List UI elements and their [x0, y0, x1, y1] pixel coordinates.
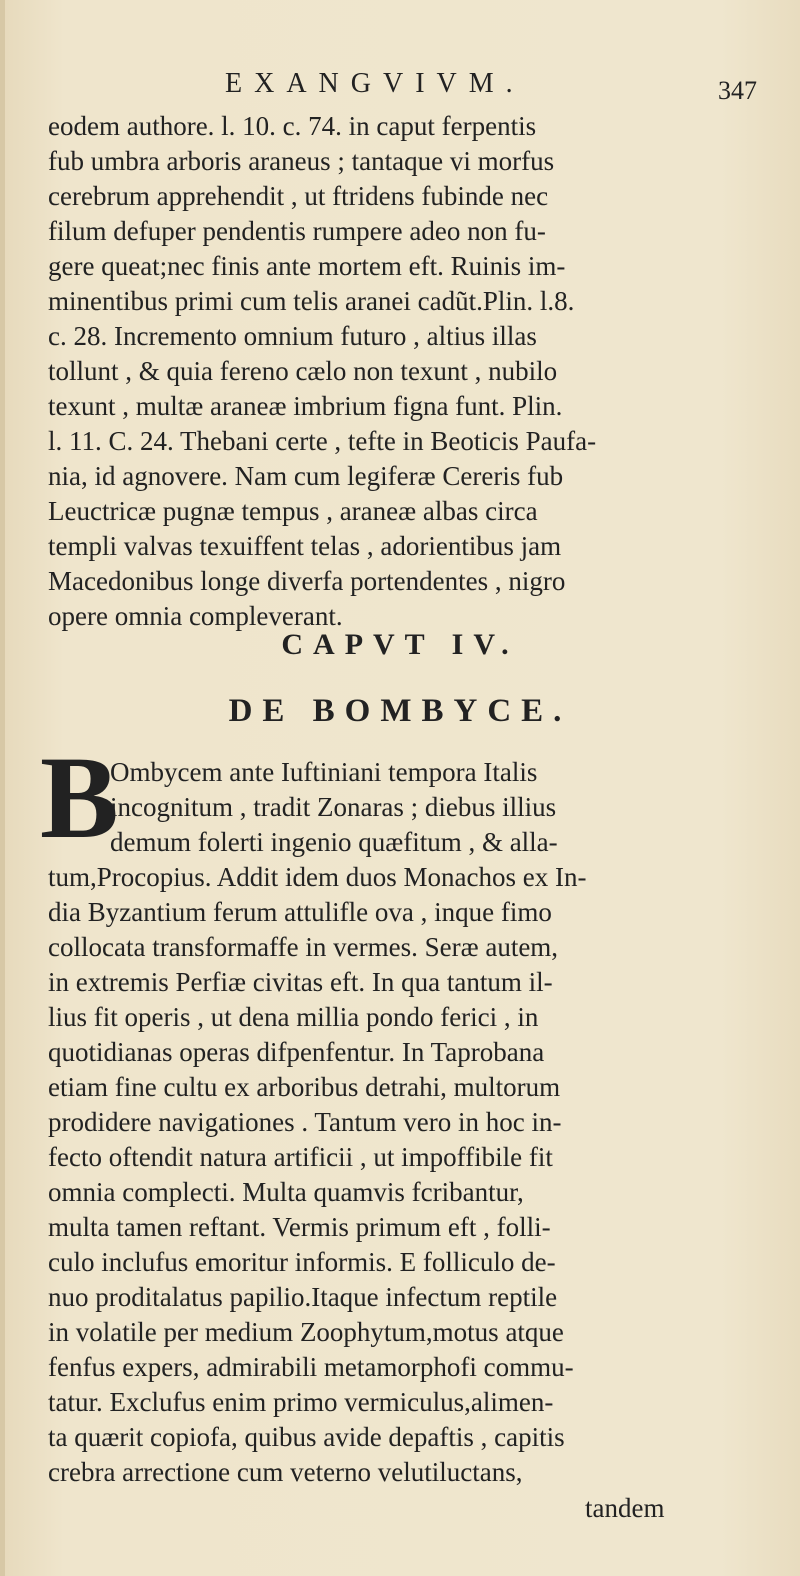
text-line: l. 11. C. 24. Thebani certe , tefte in Beoticis Paufa-	[48, 426, 597, 456]
text-line: nuo proditalatus papilio.Itaque infectum reptile	[48, 1282, 558, 1312]
text-line: Macedonibus longe diverfa portendentes , nigro	[48, 566, 566, 596]
catchword: tandem	[585, 1493, 665, 1523]
text-line: Leuctricæ pugnæ tempus , araneæ albas circa	[48, 496, 538, 526]
text-line: omnia complecti. Multa quamvis fcribantur,	[48, 1177, 524, 1207]
text-line: tum,Procopius. Addit idem duos Monachos ex In-	[48, 862, 587, 892]
text-line: fub umbra arboris araneus ; tantaque vi morfus	[48, 146, 555, 176]
text-line: Ombycem ante Iuftiniani tempora Italis	[110, 757, 538, 787]
text-line: c. 28. Incremento omnium futuro , altius illas	[48, 321, 537, 351]
text-line: collocata transformaffe in vermes. Seræ autem,	[48, 932, 559, 962]
chapter-heading: CAPVT IV.	[281, 628, 519, 661]
text-line: in volatile per medium Zoophytum,motus atque	[48, 1317, 564, 1347]
running-title: EXANGVIVM.	[225, 68, 525, 99]
text-line: crebra arrectione cum veterno velutiluctans,	[48, 1457, 523, 1487]
text-line: lius fit operis , ut dena millia pondo ferici , in	[48, 1002, 539, 1032]
text-line: incognitum , tradit Zonaras ; diebus illius	[110, 792, 557, 822]
text-line: multa tamen reftant. Vermis primum eft , folli-	[48, 1212, 551, 1242]
text-line: filum defuper pendentis rumpere adeo non fu-	[48, 216, 546, 246]
page-number: 347	[718, 76, 757, 105]
text-line: quotidianas operas difpenfentur. In Taprobana	[48, 1037, 545, 1067]
text-line: cerebrum apprehendit , ut ftridens fubinde nec	[48, 181, 549, 211]
text-line: fecto oftendit natura artificii , ut impoffibile fit	[48, 1142, 553, 1172]
text-line: etiam fine cultu ex arboribus detrahi, multorum	[48, 1072, 561, 1102]
drop-cap: B	[40, 732, 119, 863]
text-line: minentibus primi cum telis aranei cadũt.Plin. l.8.	[48, 286, 575, 316]
text-line: nia, id agnovere. Nam cum legiferæ Cereris fub	[48, 461, 564, 491]
text-line: gere queat;nec finis ante mortem eft. Ruinis im-	[48, 251, 566, 281]
text-line: eodem authore. l. 10. c. 74. in caput ferpentis	[48, 111, 537, 141]
text-line: fenfus expers, admirabili metamorphofi commu-	[48, 1352, 574, 1382]
page-header	[0, 68, 800, 108]
text-line: culo inclufus emoritur informis. E folliculo de-	[48, 1247, 556, 1277]
text-line: tatur. Exclufus enim primo vermiculus,alimen-	[48, 1387, 554, 1417]
text-line: opere omnia compleverant.	[48, 601, 343, 631]
text-line: ta quærit copiofa, quibus avide depaftis , capitis	[48, 1422, 565, 1452]
chapter-title: DE BOMBYCE.	[228, 693, 572, 729]
text-line: tollunt , & quia fereno cælo non texunt , nubilo	[48, 356, 558, 386]
text-line: in extremis Perfiæ civitas eft. In qua tantum il-	[48, 967, 553, 997]
text-line: demum folerti ingenio quæfitum , & alla-	[110, 827, 558, 857]
text-line: dia Byzantium ferum attulifle ova , inque fimo	[48, 897, 552, 927]
text-line: texunt , multæ araneæ imbrium figna funt. Plin.	[48, 391, 563, 421]
page-edge	[0, 0, 5, 1576]
text-line: templi valvas texuiffent telas , adorientibus jam	[48, 531, 562, 561]
text-line: prodidere navigationes . Tantum vero in hoc in-	[48, 1107, 562, 1137]
